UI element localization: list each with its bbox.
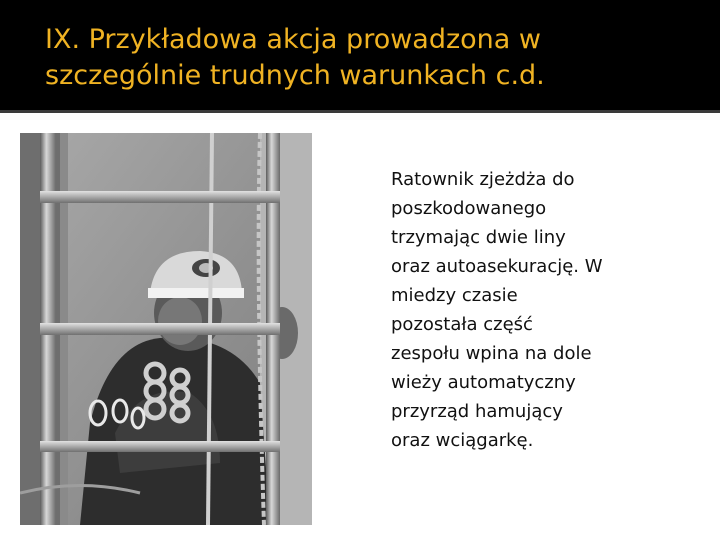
body-line: miedzy czasie bbox=[391, 285, 518, 306]
slide-title-line-1: IX. Przykładowa akcja prowadzona w bbox=[45, 24, 542, 55]
slide-title bbox=[45, 22, 695, 94]
slide-title-line-2: szczególnie trudnych warunkach c.d. bbox=[45, 60, 545, 91]
body-line: poszkodowanego bbox=[391, 198, 547, 219]
body-line: oraz autoasekurację. W bbox=[391, 256, 603, 277]
body-line: przyrząd hamujący bbox=[391, 401, 563, 422]
body-line: Ratownik zjeżdża do bbox=[391, 169, 575, 190]
body-line: wieży automatyczny bbox=[391, 372, 576, 393]
rescuer-photo-drawing bbox=[20, 133, 312, 525]
slide-content bbox=[0, 113, 720, 540]
body-line: trzymając dwie liny bbox=[391, 227, 566, 248]
title-band bbox=[0, 0, 720, 110]
body-line: pozostała część bbox=[391, 314, 533, 335]
body-text bbox=[391, 165, 641, 455]
body-line: zespołu wpina na dole bbox=[391, 343, 592, 364]
rescuer-photo bbox=[20, 133, 312, 525]
body-line: oraz wciągarkę. bbox=[391, 430, 534, 451]
